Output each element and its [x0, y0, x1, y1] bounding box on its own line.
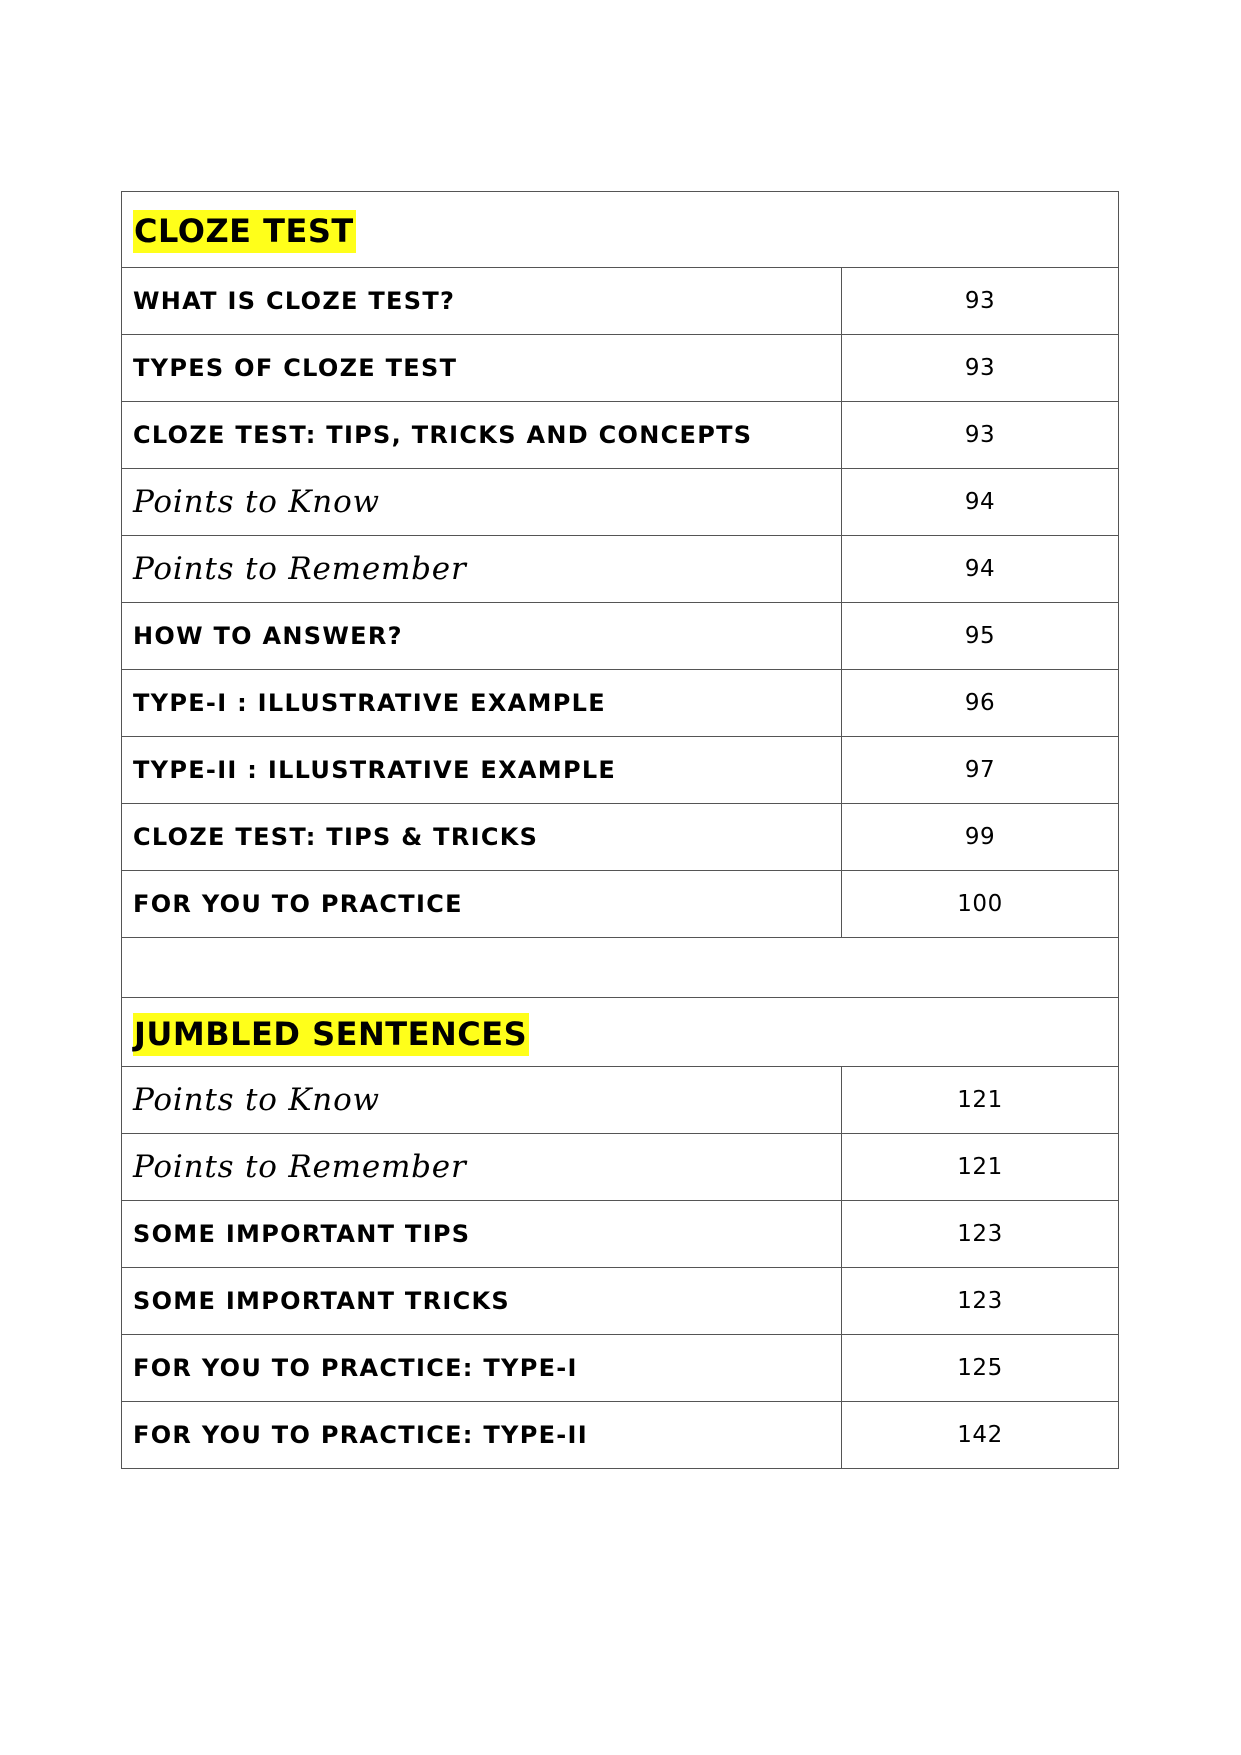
toc-row[interactable] — [122, 737, 1119, 804]
toc-page-number: 93 — [842, 268, 1119, 335]
toc-entry-cell — [122, 871, 842, 938]
toc-page-number: 94 — [842, 536, 1119, 603]
toc-page-number: 123 — [842, 1201, 1119, 1268]
toc-page-number: 121 — [842, 1134, 1119, 1201]
toc-page-number: 95 — [842, 603, 1119, 670]
toc-body — [122, 192, 1119, 1469]
toc-row[interactable] — [122, 1402, 1119, 1469]
toc-entry-title[interactable]: Points to Know — [133, 484, 380, 520]
toc-entry-cell — [122, 603, 842, 670]
toc-row[interactable] — [122, 402, 1119, 469]
toc-entry-cell — [122, 1268, 842, 1335]
toc-row[interactable] — [122, 1134, 1119, 1201]
toc-entry-title[interactable]: TYPE-I : ILLUSTRATIVE EXAMPLE — [133, 689, 606, 717]
toc-entry-cell — [122, 469, 842, 536]
toc-row[interactable] — [122, 1201, 1119, 1268]
toc-entry-cell — [122, 335, 842, 402]
section-heading-row — [122, 192, 1119, 268]
toc-row[interactable] — [122, 871, 1119, 938]
toc-entry-cell — [122, 804, 842, 871]
toc-page-number: 93 — [842, 335, 1119, 402]
toc-page-number: 142 — [842, 1402, 1119, 1469]
toc-row[interactable] — [122, 1335, 1119, 1402]
toc-entry-title[interactable]: HOW TO ANSWER? — [133, 622, 403, 650]
toc-row[interactable] — [122, 603, 1119, 670]
toc-row[interactable] — [122, 469, 1119, 536]
toc-entry-title[interactable]: CLOZE TEST: TIPS & TRICKS — [133, 823, 539, 851]
toc-page-number: 94 — [842, 469, 1119, 536]
section-heading-row — [122, 998, 1119, 1067]
section-heading: JUMBLED SENTENCES — [133, 1013, 529, 1056]
toc-entry-cell — [122, 1067, 842, 1134]
toc-page-number: 121 — [842, 1067, 1119, 1134]
toc-entry-title[interactable]: TYPE-II : ILLUSTRATIVE EXAMPLE — [133, 756, 617, 784]
toc-entry-title[interactable]: FOR YOU TO PRACTICE — [133, 890, 463, 918]
toc-entry-title[interactable]: TYPES OF CLOZE TEST — [133, 354, 458, 382]
toc-entry-title[interactable]: FOR YOU TO PRACTICE: TYPE-II — [133, 1421, 589, 1449]
section-heading-cell — [122, 998, 1119, 1067]
toc-entry-cell — [122, 1402, 842, 1469]
toc-row[interactable] — [122, 1268, 1119, 1335]
toc-row[interactable] — [122, 536, 1119, 603]
toc-row[interactable] — [122, 804, 1119, 871]
toc-page-number: 96 — [842, 670, 1119, 737]
toc-entry-cell — [122, 402, 842, 469]
toc-entry-title[interactable]: SOME IMPORTANT TIPS — [133, 1220, 471, 1248]
toc-entry-cell — [122, 1134, 842, 1201]
table-of-contents — [121, 191, 1119, 1469]
section-heading: CLOZE TEST — [133, 210, 356, 253]
toc-row[interactable] — [122, 335, 1119, 402]
section-heading-cell — [122, 192, 1119, 268]
toc-entry-cell — [122, 737, 842, 804]
spacer-row — [122, 938, 1119, 998]
toc-entry-title[interactable]: SOME IMPORTANT TRICKS — [133, 1287, 510, 1315]
toc-entry-cell — [122, 1201, 842, 1268]
toc-page-number: 125 — [842, 1335, 1119, 1402]
toc-row[interactable] — [122, 1067, 1119, 1134]
toc-entry-title[interactable]: FOR YOU TO PRACTICE: TYPE-I — [133, 1354, 578, 1382]
toc-row[interactable] — [122, 670, 1119, 737]
toc-page-number: 97 — [842, 737, 1119, 804]
toc-row[interactable] — [122, 268, 1119, 335]
toc-entry-cell — [122, 670, 842, 737]
toc-entry-cell — [122, 268, 842, 335]
toc-entry-title[interactable]: Points to Remember — [133, 1149, 467, 1185]
toc-entry-cell — [122, 536, 842, 603]
toc-page-number: 93 — [842, 402, 1119, 469]
toc-page-number: 100 — [842, 871, 1119, 938]
spacer-cell — [122, 938, 1119, 998]
toc-entry-title[interactable]: CLOZE TEST: TIPS, TRICKS AND CONCEPTS — [133, 421, 753, 449]
toc-entry-cell — [122, 1335, 842, 1402]
toc-page-number: 99 — [842, 804, 1119, 871]
toc-page-number: 123 — [842, 1268, 1119, 1335]
toc-entry-title[interactable]: WHAT IS CLOZE TEST? — [133, 287, 456, 315]
toc-entry-title[interactable]: Points to Remember — [133, 551, 467, 587]
toc-entry-title[interactable]: Points to Know — [133, 1082, 380, 1118]
